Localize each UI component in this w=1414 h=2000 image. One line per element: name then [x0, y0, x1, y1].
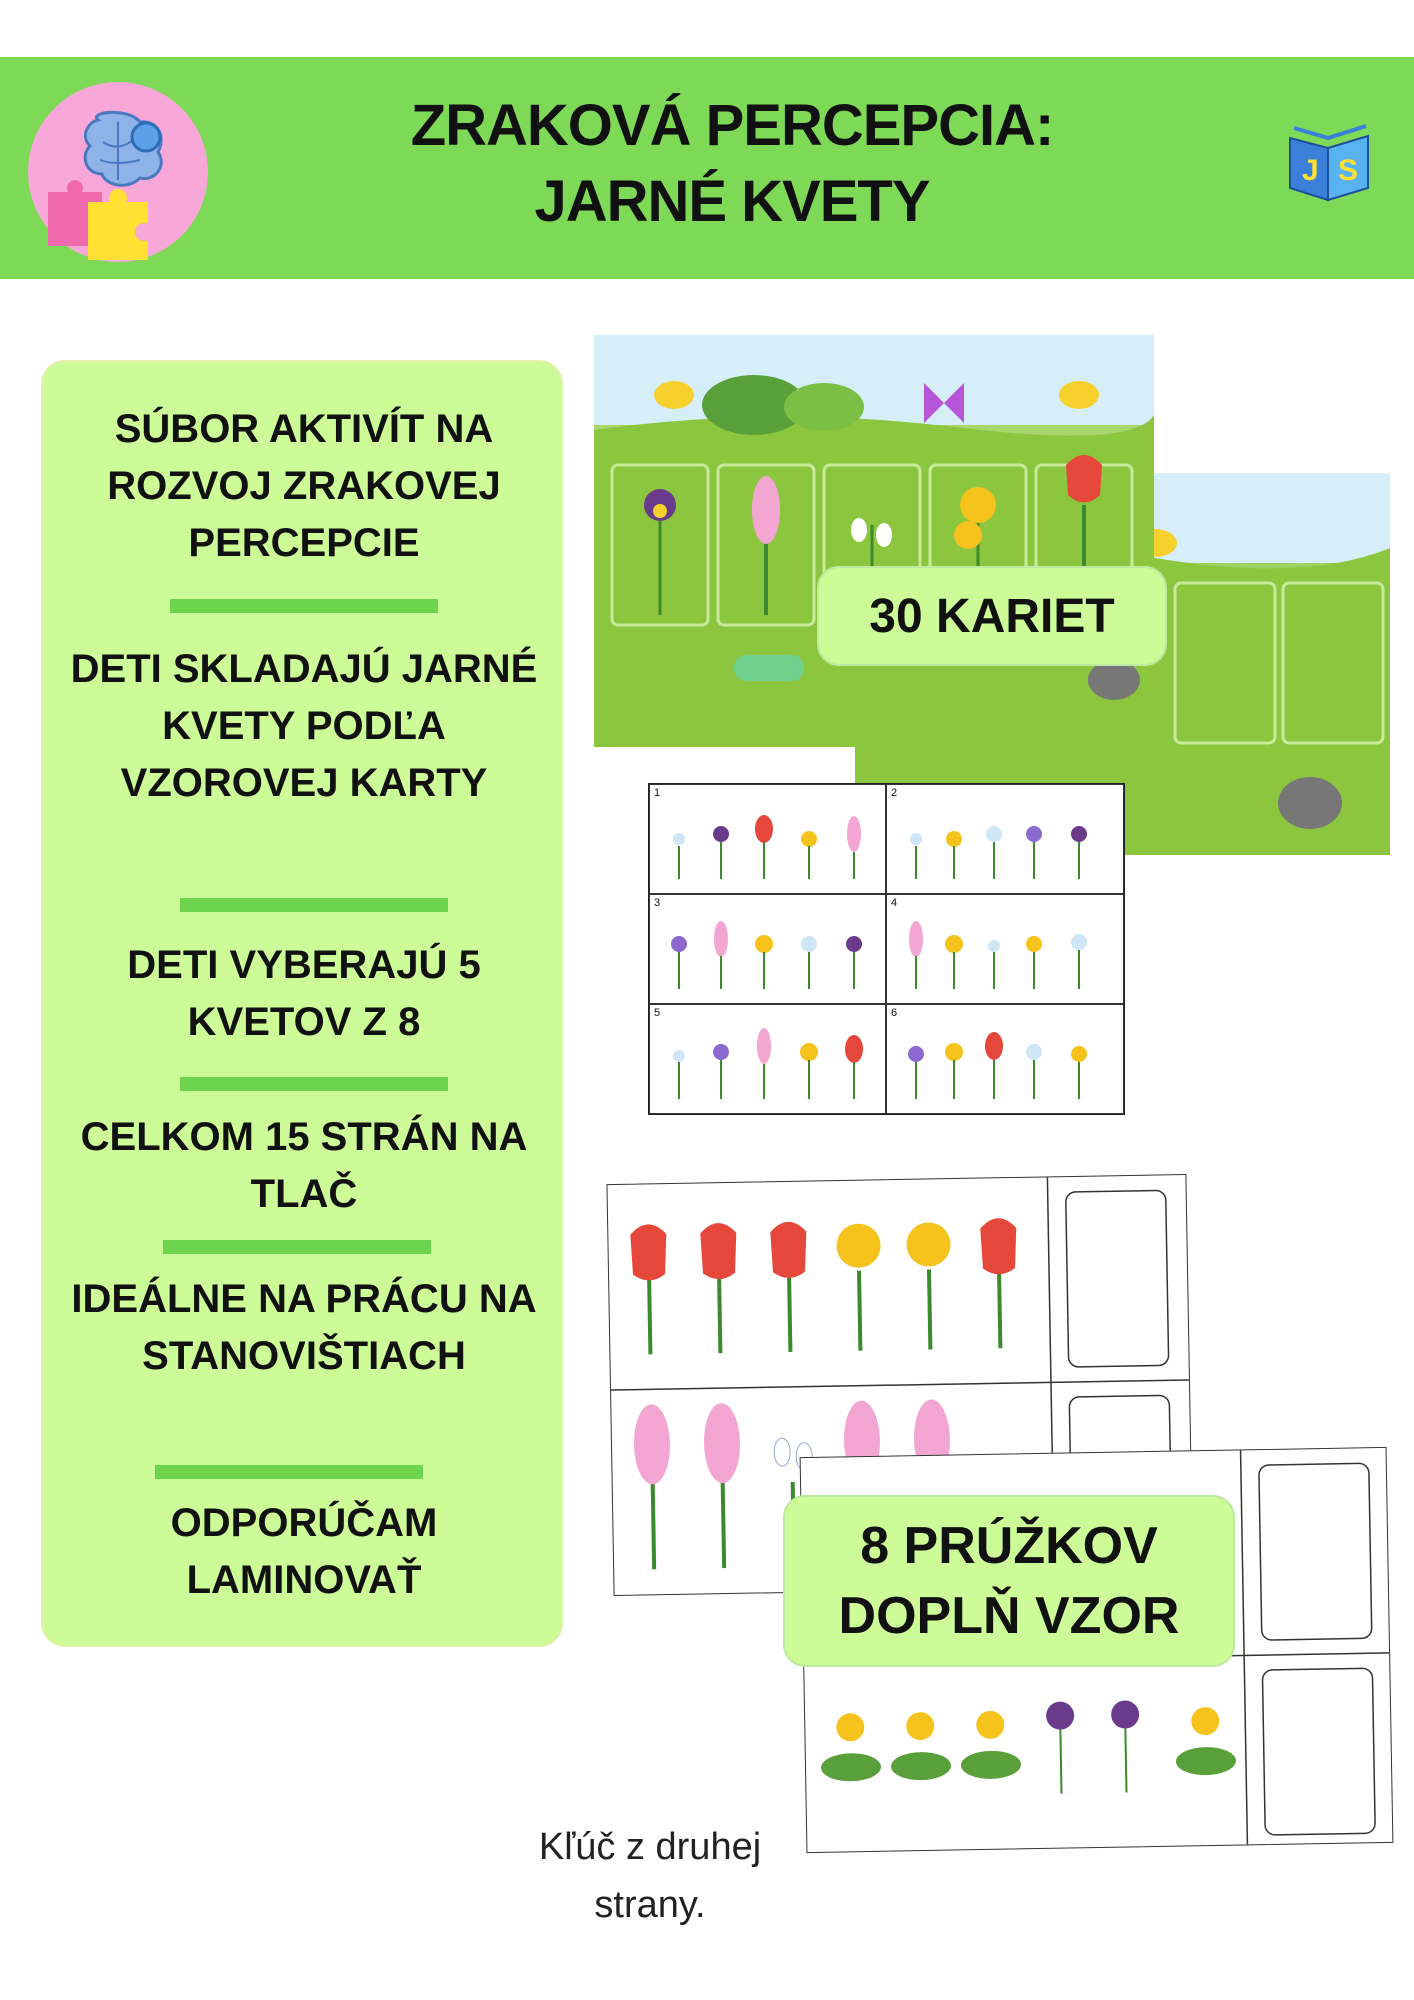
- feature-2: DETI SKLADAJÚ JARNÉ KVETY PODĽA VZOROVEJ KARTY: [70, 647, 538, 805]
- feature-1: SÚBOR AKTIVÍT NA ROZVOJ ZRAKOVEJ PERCEPCIE: [107, 407, 501, 565]
- card-preview-front: [594, 335, 1154, 747]
- feature-6: ODPORÚČAM LAMINOVAŤ: [170, 1501, 438, 1602]
- svg-text:J: J: [1302, 154, 1319, 187]
- badge-strips-line-2: DOPLŇ VZOR: [838, 1587, 1180, 1645]
- cell-number: 4: [891, 897, 898, 909]
- book-js-icon: [1280, 108, 1380, 208]
- title-line-1: ZRAKOVÁ PERCEPCIA:: [410, 93, 1054, 158]
- feature-5: IDEÁLNE NA PRÁCU NA STANOVIŠTIACH: [71, 1277, 537, 1378]
- cell-number: 3: [654, 897, 661, 909]
- badge-strips-line-1: 8 PRÚŽKOV: [860, 1517, 1158, 1575]
- footnote-line-1: Kľúč z druhej: [538, 1826, 762, 1868]
- footnote-line-2: strany.: [594, 1884, 706, 1926]
- divider: [180, 1077, 448, 1091]
- feature-3: DETI VYBERAJÚ 5 KVETOV Z 8: [127, 943, 481, 1044]
- sample-sheet-grid: [648, 783, 1125, 1115]
- answer-key-note: [500, 1818, 800, 1934]
- divider: [180, 898, 448, 912]
- cell-number: 5: [654, 1007, 661, 1019]
- divider: [155, 1465, 423, 1479]
- brain-puzzle-icon: [28, 82, 208, 262]
- grid-flower-illustrations: [649, 784, 1124, 1114]
- badge-cards-text: 30 KARIET: [869, 589, 1115, 643]
- cell-number: 6: [891, 1007, 898, 1019]
- feature-4: CELKOM 15 STRÁN NA TLAČ: [80, 1115, 528, 1216]
- badge-cards: [817, 566, 1167, 666]
- svg-text:S: S: [1338, 154, 1359, 187]
- divider: [170, 599, 438, 613]
- cell-number: 1: [654, 787, 661, 799]
- page-title: [250, 88, 1214, 240]
- divider: [163, 1240, 431, 1254]
- cell-number: 2: [891, 787, 898, 799]
- badge-strips: [783, 1495, 1235, 1667]
- title-line-2: JARNÉ KVETY: [534, 169, 930, 234]
